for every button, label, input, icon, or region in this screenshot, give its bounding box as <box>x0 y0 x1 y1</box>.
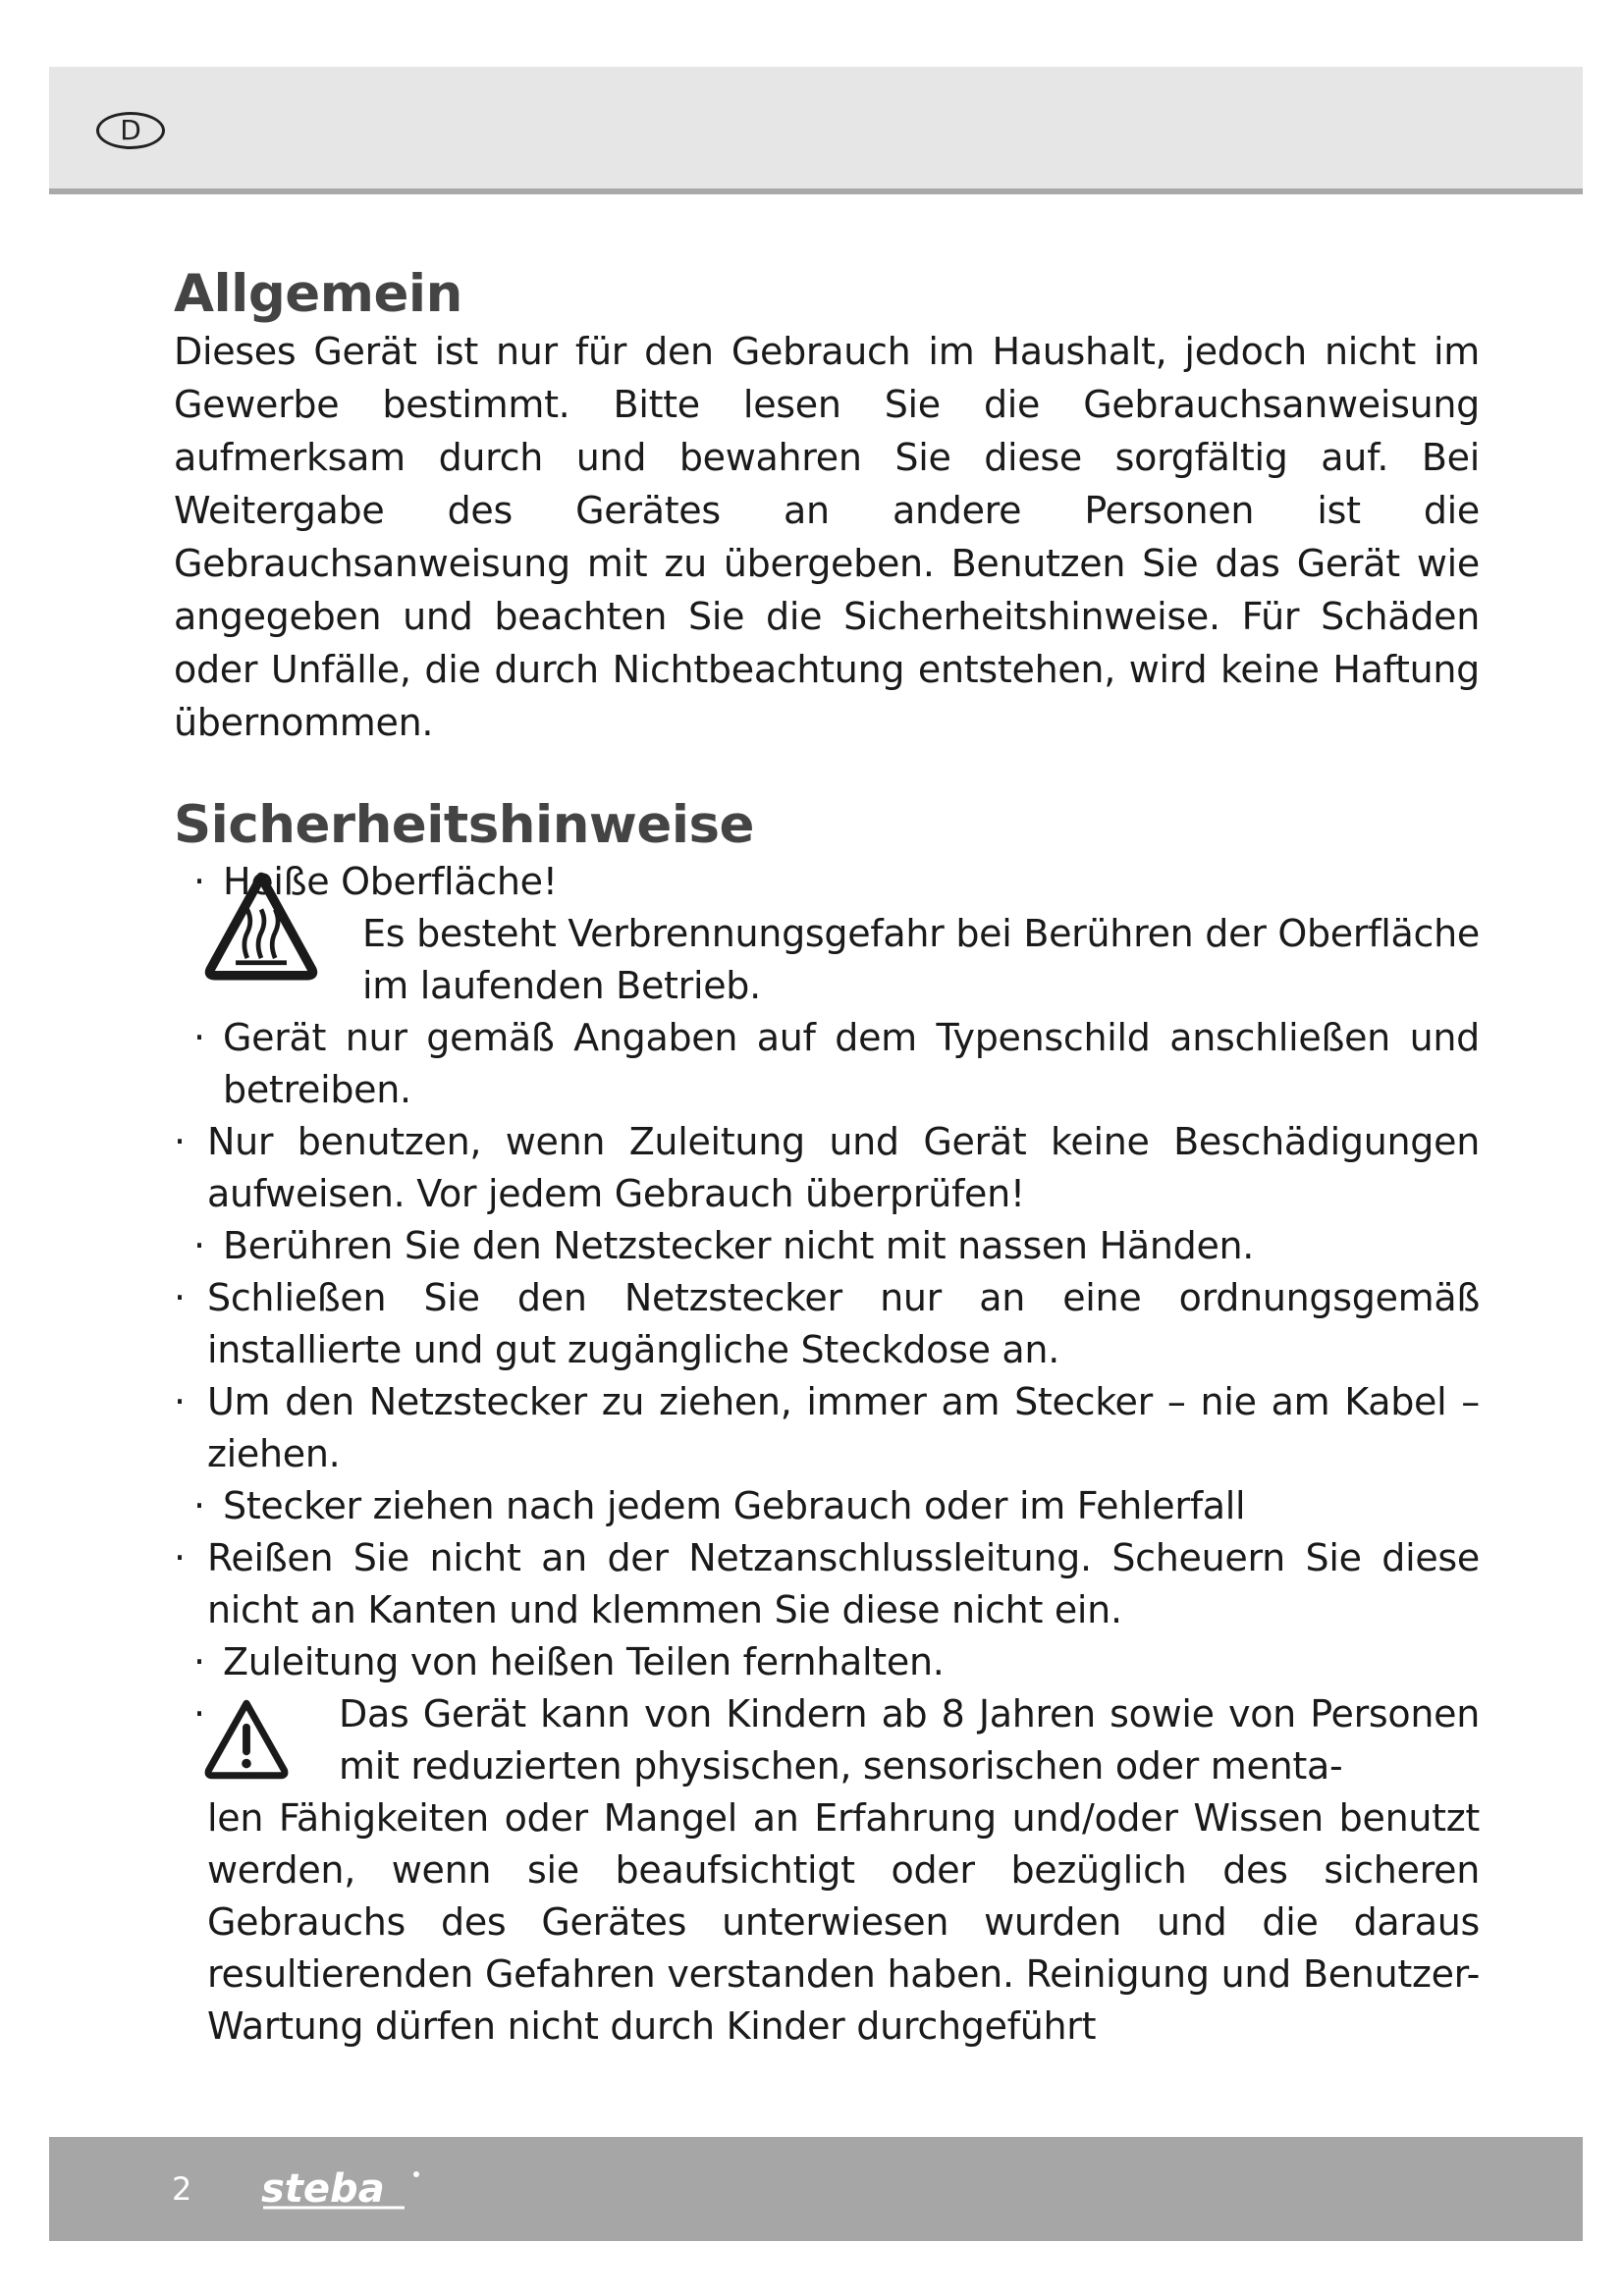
general-paragraph: Dieses Gerät ist nur für den Gebrauch im Haushalt, jedoch nicht im Gewerbe bestimmt. Bitte lesen Sie die Gebrauchsanweisung aufmerksam durch und bewahren Sie diese sorgfältig auf. Bei Weitergabe des Gerätes an andere Personen ist die Gebrauchsanweisung mit zu übergeben. Benutzen Sie das Gerät wie angegeben und beachten Sie die Sicherheitshinweise. Für Schäden oder Unfälle, die durch Nichtbeachtung entstehen, wird keine Haftung übernommen. <box>174 329 1480 744</box>
section-title-safety: Sicherheitshinweise <box>174 794 754 855</box>
brand-text: steba <box>261 2166 385 2212</box>
language-badge: D <box>96 112 165 149</box>
bullet-text: Schließen Sie den Netzstecker nur an eine ordnungsgemäß installierte und gut zugängliche Steckdose an. <box>207 1275 1480 1371</box>
list-item <box>174 1116 1480 1220</box>
children-warning <box>174 1688 1480 2053</box>
hot-surface-heading-text: Heiße Oberfläche! <box>223 859 558 903</box>
section-title-general: Allgemein <box>174 264 462 324</box>
steba-logo <box>257 2159 463 2219</box>
page-footer <box>49 2137 1583 2241</box>
children-warning-tail: len Fähigkeiten oder Mangel an Erfahrung und/oder Wissen benutzt werden, wenn sie beaufsichtigt oder bezüglich des sicheren Gebrauchs des Gerätes unterwiesen wurden und die daraus resultierenden Gefahren verstanden haben. Reinigung und Benutzer-Wartung dürfen nicht durch Kinder durchgeführt <box>207 1795 1480 2048</box>
list-item <box>174 1376 1480 1480</box>
children-warning-head-text: Das Gerät kann von Kindern ab 8 Jahren sowie von Personen mit reduzierten physischen, sensorischen oder menta- <box>339 1691 1480 1788</box>
list-item <box>174 1272 1480 1376</box>
list-item <box>174 1532 1480 1636</box>
page-content <box>174 265 1480 2053</box>
list-item <box>174 1220 1480 1272</box>
safety-bullet-list <box>174 1012 1480 1688</box>
bullet-text: Reißen Sie nicht an der Netzanschlussleitung. Scheuern Sie diese nicht an Kanten und klemmen Sie diese nicht ein. <box>207 1535 1480 1631</box>
bullet-text: Berühren Sie den Netzstecker nicht mit nassen Händen. <box>223 1223 1255 1267</box>
bullet-dot: · <box>174 1275 186 1319</box>
bullet-text: Gerät nur gemäß Angaben auf dem Typenschild anschließen und betreiben. <box>223 1015 1480 1111</box>
list-item <box>174 1012 1480 1116</box>
children-warning-head <box>174 1688 1480 1792</box>
bullet-dot: · <box>174 1119 186 1163</box>
bullet-dot: · <box>193 1691 205 1735</box>
bullet-text: Zuleitung von heißen Teilen fernhalten. <box>223 1639 945 1683</box>
hot-surface-warning <box>174 856 1480 1012</box>
bullet-dot: · <box>193 859 205 903</box>
bullet-dot: · <box>193 1223 205 1267</box>
bullet-dot: · <box>193 1015 205 1059</box>
bullet-dot: · <box>174 1535 186 1579</box>
page-number: 2 <box>172 2170 192 2208</box>
bullet-text: Nur benutzen, wenn Zuleitung und Gerät keine Beschädigungen aufweisen. Vor jedem Gebrauch überprüfen! <box>207 1119 1480 1215</box>
list-item <box>174 1480 1480 1532</box>
bullet-dot: · <box>174 1379 186 1423</box>
hot-surface-text: Es besteht Verbrennungsgefahr bei Berühren der Oberfläche im laufenden Betrieb. <box>362 911 1480 1007</box>
hot-surface-heading <box>174 856 1480 908</box>
bullet-text: Stecker ziehen nach jedem Gebrauch oder im Fehlerfall <box>223 1483 1246 1527</box>
page-header <box>49 67 1583 194</box>
bullet-dot: · <box>193 1483 205 1527</box>
bullet-text: Um den Netzstecker zu ziehen, immer am Stecker – nie am Kabel – ziehen. <box>207 1379 1480 1475</box>
bullet-dot: · <box>193 1639 205 1683</box>
list-item <box>174 1636 1480 1688</box>
